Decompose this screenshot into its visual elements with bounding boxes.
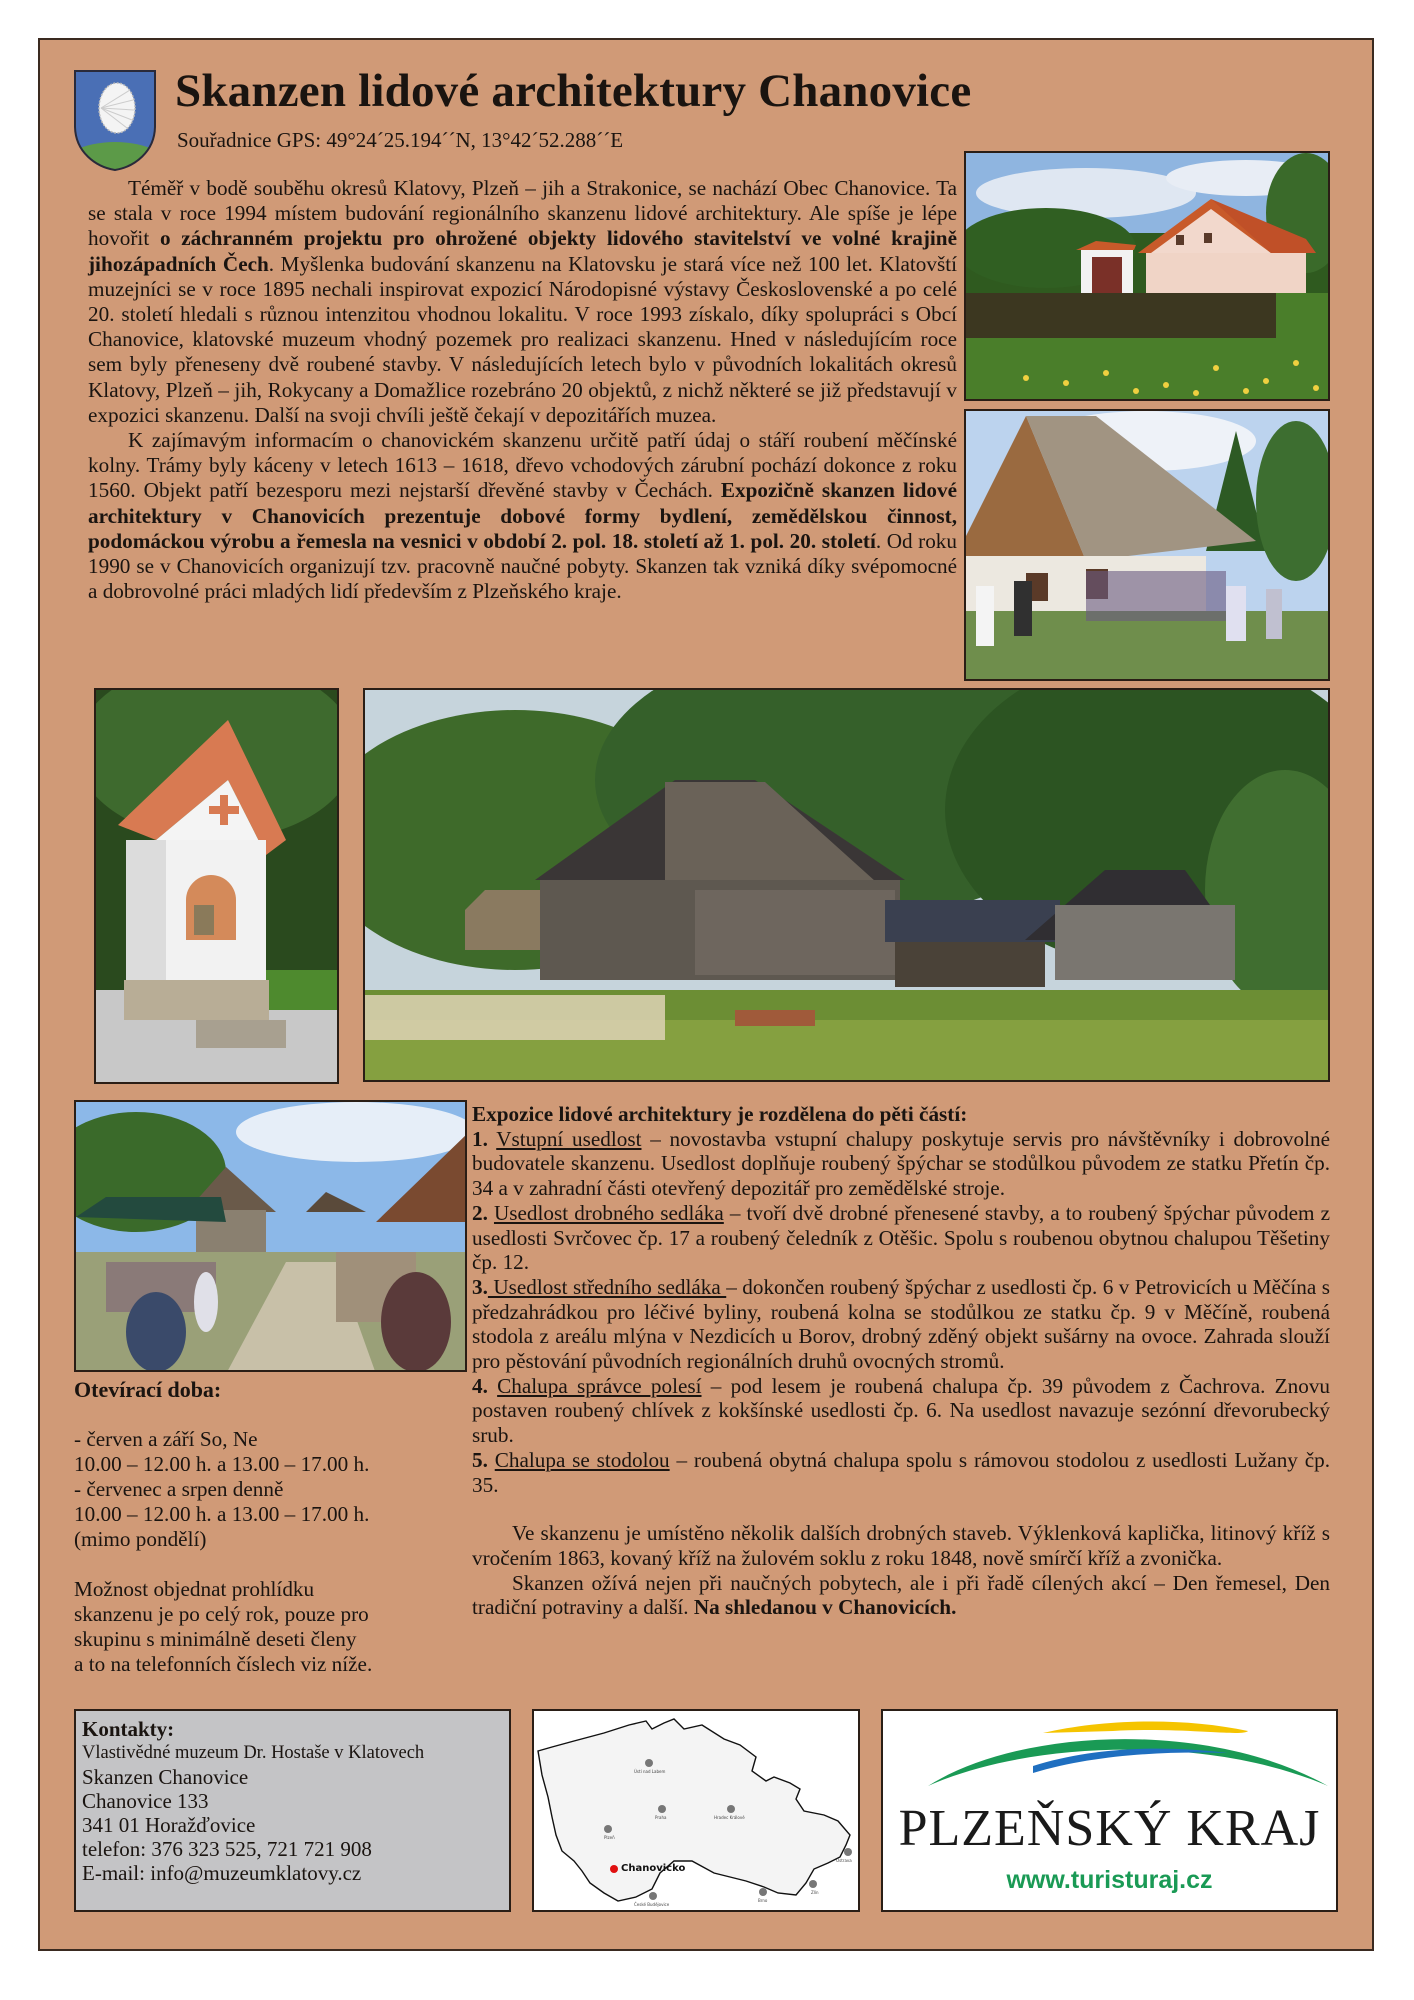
page-title: Skanzen lidové architektury Chanovice [175, 65, 972, 117]
map-city-label: Plzeň [604, 1835, 615, 1840]
map-city-label: Hradec Králové [714, 1815, 745, 1820]
map-city-label: Ostrava [836, 1858, 852, 1863]
booking-note-line: skupinu s minimálně deseti členy [74, 1627, 357, 1651]
booking-note-line: a to na telefonních číslech viz níže. [74, 1652, 373, 1676]
map-highlight-label: Chanovicko [621, 1863, 686, 1874]
intro-text [88, 176, 957, 604]
exposition-item-4: 4. Chalupa správce polesí – pod lesem je roubená chalupa čp. 39 původem z Čachrova. Znovu postaven roubený chlívek z kokšínské usedlosti čp. 6. Na usedlost navazuje sezónní dřevorubecký srub. [472, 1373, 1331, 1448]
hours-line: - červenec a srpen denně [74, 1477, 284, 1501]
photo-farmhouse [964, 151, 1330, 401]
map-city-label: České Budějovice [634, 1902, 670, 1907]
exposition-section [472, 1102, 1330, 1620]
map-city-label: Ústí nad Labem [634, 1769, 666, 1774]
hours-line: - červen a září So, Ne [74, 1427, 258, 1451]
extra-paragraph-1: Ve skanzenu je umístěno několik dalších drobných staveb. Výklenková kaplička, litinový kříž s vročením 1863, kovaný kříž na žulovém soklu z roku 1848, nově smírčí kříž a zvonička. [472, 1521, 1330, 1570]
map-city-label: Zlín [811, 1890, 819, 1895]
poster [38, 38, 1374, 1951]
region-name: PLZEŇSKÝ KRAJ [898, 1800, 1321, 1857]
photo-chapel [94, 688, 339, 1084]
exposition-extra [472, 1521, 1330, 1620]
booking-note-line: Možnost objednat prohlídku [74, 1577, 315, 1601]
photo-market-cottage [964, 409, 1330, 681]
czech-map [532, 1709, 860, 1912]
hours-line: (mimo pondělí) [74, 1527, 207, 1551]
intro-paragraph-2: K zajímavým informacím o chanovickém skanzenu určitě patří údaj o stáří roubení měčínské kolny. Trámy byly káceny v letech 1613 – 1618, dřevo vchodových zárubní pochází dokonce z roku 1560. Objekt patří bezesporu mezi nejstarší dřevěné stavby v Čechách. Expozičně skanzen lidové architektury v Chanovicích prezentuje dobové formy bydlení, zemědělskou činnost, podomáckou výrobu a řemesla na vesnici v období 2. pol. 18. století až 1. pol. 20. století. Od roku 1990 se v Chanovicích organizují tzv. pracovně naučné pobyty. Skanzen tak vzniká díky svépomocné a dobrovolné práci mladých lidí především z Plzeňského kraje. [88, 428, 957, 604]
hours-line: 10.00 – 12.00 h. a 13.00 – 17.00 h. [74, 1502, 370, 1526]
extra-paragraph-2: Skanzen ožívá nejen při naučných pobytech, ale i při řadě cílených akcí – Den řemesel, Den tradiční potraviny a další. Na shledanou v Chanovicích. [472, 1570, 1330, 1620]
exposition-item-1: 1. Vstupní usedlost – novostavba vstupní chalupy poskytuje servis pro návštěvníky i dobrovolné budovatele skanzenu. Usedlost doplňuje roubený špýchar se stodůlkou původem ze statku Přetín čp. 34 a v zahradní části otevřený depozitář pro zemědělské stroje. [472, 1126, 1330, 1201]
opening-hours-heading: Otevírací doba: [74, 1377, 222, 1402]
rainbow-swoosh-icon [883, 1711, 1336, 1801]
contacts-box [74, 1709, 511, 1912]
hours-line: 10.00 – 12.00 h. a 13.00 – 17.00 h. [74, 1452, 370, 1476]
exposition-item-3: 3. Usedlost středního sedláka – dokončen roubený špýchar z usedlosti čp. 6 v Petrovicích u Měčína s předzahrádkou pro léčivé byliny, roubená kolna se stodůlkou ze statku čp. 9 v Měčíně, roubená stodola z areálu mlýna v Nezdicích u Borov, drobný zděný objekt sušárny na ovoce. Zahrada slouží pro pěstování původních regionálních druhů ovocných stromů. [472, 1274, 1330, 1374]
exposition-heading: Expozice lidové architektury je rozdělena do pěti částí: [472, 1102, 968, 1126]
contact-line: Skanzen Chanovice [82, 1765, 249, 1789]
contact-museum: Vlastivědné muzeum Dr. Hostaše v Klatovech [82, 1743, 425, 1763]
contact-line: Chanovice 133 [82, 1789, 209, 1813]
contact-email[interactable]: E-mail: info@muzeumklatovy.cz [82, 1861, 362, 1885]
photo-fair [74, 1100, 467, 1372]
exposition-item-5: 5. Chalupa se stodolou – roubená obytná chalupa spolu s rámovou stodolou z usedlosti Lužany čp. 35. [472, 1447, 1331, 1497]
contact-line: 341 01 Horažďovice [82, 1813, 256, 1837]
booking-note-line: skanzenu je po celý rok, pouze pro [74, 1602, 369, 1626]
opening-hours [74, 1377, 474, 1677]
chanovicko-marker-icon [610, 1865, 618, 1873]
contacts-heading: Kontakty: [82, 1717, 175, 1741]
map-city-label: Brno [758, 1898, 768, 1903]
exposition-item-2: 2. Usedlost drobného sedláka – tvoří dvě drobné přenesené stavby, a to roubený špýchar původem z usedlosti Svrčovec čp. 17 a roubený čeledník z Otěšic. Spolu s roubenou obytnou chalupou Těšetiny čp. 12. [472, 1200, 1331, 1275]
photo-log-buildings [363, 688, 1330, 1082]
intro-paragraph-1: Téměř v bodě souběhu okresů Klatovy, Plzeň – jih a Strakonice, se nachází Obec Chanovice. Ta se stala v roce 1994 místem budování regionálního skanzenu lidové architektury. Ale spíše je lépe hovořit o záchranném projektu pro ohrožené objekty lidového stavitelství ve volné krajině jihozápadních Čech. Myšlenka budování skanzenu na Klatovsku je stará více než 100 let. Klatovští muzejníci se v roce 1895 nechali inspirovat expozicí Národopisné výstavy Československé a po celé 20. století hledali s různou intenzitou vhodnou lokalitu. V roce 1993 získalo, díky spolupráci s Obcí Chanovice, klatovské muzeum vhodný pozemek pro realizaci skanzenu. Hned v následujícím roce sem byly přeneseny dvě roubené stavby. V následujících letech bylo v původních lokalitách okresů Klatovy, Plzeň – jih, Rokycany a Domažlice rozebráno 20 objektů, z nichž některé se již představují v expozici skanzenu. Další na svoji chvíli ještě čekají v depozitářích muzea. [88, 176, 958, 427]
plzensky-kraj-logo[interactable] [881, 1709, 1338, 1912]
map-city-label: Praha [655, 1815, 667, 1820]
contact-phone: telefon: 376 323 525, 721 721 908 [82, 1837, 372, 1861]
region-website-link[interactable]: www.turisturaj.cz [1006, 1866, 1213, 1894]
gps-coordinates: Souřadnice GPS: 49°24´25.194´´N, 13°42´52.288´´E [177, 128, 624, 152]
chanovice-coat-of-arms-icon [72, 68, 158, 172]
